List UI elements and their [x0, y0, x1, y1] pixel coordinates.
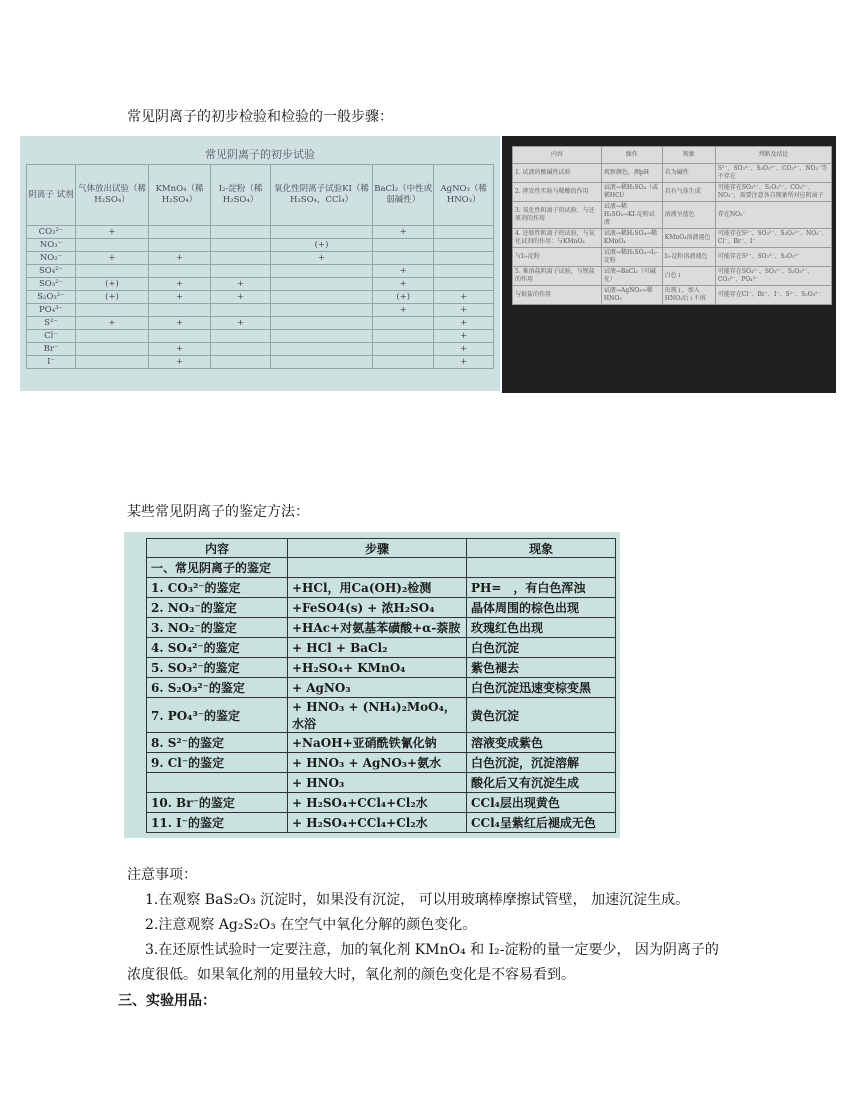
result-cell — [211, 252, 271, 265]
result-cell — [76, 330, 149, 343]
table-row — [147, 733, 616, 753]
note-item-1: 1.在观察 BaS₂O₃ 沉淀时，如果没有沉淀， 可以用玻璃棒摩擦试管壁， 加速沉淀生成。 — [145, 892, 690, 908]
ion-cell: PO₄³⁻ — [27, 304, 76, 317]
corner-header: 阴离子 试剂 — [27, 165, 76, 226]
ident-cell: 玫瑰红色出现 — [467, 618, 616, 638]
table-row — [27, 226, 494, 239]
table-row — [27, 239, 494, 252]
result-cell: (+) — [76, 291, 149, 304]
result-cell — [434, 226, 494, 239]
table-row — [147, 793, 616, 813]
ion-cell: S₂O₃²⁻ — [27, 291, 76, 304]
note-item-2: 2.注意观察 Ag₂S₂O₃ 在空气中氧化分解的颜色变化。 — [145, 917, 477, 933]
ident-cell: + HNO₃ + (NH₄)₂MoO₄，水浴 — [288, 698, 467, 733]
ident-cell: +NaOH+亚硝酰铁氰化钠 — [288, 733, 467, 753]
ident-cell: 7. PO₄³⁻的鉴定 — [147, 698, 288, 733]
header-kmno4: KMnO₄（稀H₂SO₄） — [148, 165, 210, 226]
ident-cell: 紫色褪去 — [467, 658, 616, 678]
ion-cell: I⁻ — [27, 356, 76, 369]
result-cell: + — [76, 252, 149, 265]
slide-header-operation: 操作 — [601, 147, 662, 164]
ion-cell: NO₂⁻ — [27, 252, 76, 265]
table-row — [513, 183, 832, 202]
table-row — [27, 265, 494, 278]
result-cell — [148, 265, 210, 278]
table-row — [147, 598, 616, 618]
result-cell — [271, 356, 373, 369]
ident-cell: 6. S₂O₃²⁻的鉴定 — [147, 678, 288, 698]
header-bacl2: BaCl₂（中性或弱碱性） — [373, 165, 434, 226]
slide-cell: 存在NO₂⁻ — [715, 202, 831, 229]
ident-cell: 白色沉淀迅速变棕变黑 — [467, 678, 616, 698]
slide-cell: KMnO₄溶液褪色 — [662, 229, 715, 248]
result-cell — [434, 278, 494, 291]
header-ki: 氧化性阴离子试验KI（稀H₂SO₄，CCl₄） — [271, 165, 373, 226]
table-row — [27, 330, 494, 343]
slide-cell: 可能存在SO₃²⁻、S₂O₃²⁻、CO₃²⁻、NO₂⁻，需要注意各自现象所对应阴离子 — [715, 183, 831, 202]
result-cell — [271, 317, 373, 330]
result-cell: + — [148, 278, 210, 291]
slide-cell: 试液→稀H₂SO₄→稀KMnO₄ — [601, 229, 662, 248]
result-cell: + — [271, 252, 373, 265]
result-cell — [76, 304, 149, 317]
result-cell: + — [148, 252, 210, 265]
slide-cell: 4. 还原性阴离子的试验，与氧化试剂的作用：与KMnO₄ — [513, 229, 602, 248]
result-cell — [271, 330, 373, 343]
result-cell — [211, 343, 271, 356]
table-row — [513, 248, 832, 267]
table-row — [27, 343, 494, 356]
ident-cell: 酸化后又有沉淀生成 — [467, 773, 616, 793]
table-row — [147, 813, 616, 833]
slide-cell: 溶液呈蓝色 — [662, 202, 715, 229]
table-row — [147, 638, 616, 658]
ident-header-steps: 步骤 — [288, 539, 467, 558]
result-cell: + — [211, 278, 271, 291]
result-cell: + — [434, 343, 494, 356]
ion-cell: SO₄²⁻ — [27, 265, 76, 278]
table-row — [513, 202, 832, 229]
result-cell — [211, 304, 271, 317]
ident-cell: 溶液变成紫色 — [467, 733, 616, 753]
result-cell: + — [148, 317, 210, 330]
result-cell — [373, 317, 434, 330]
result-cell — [271, 278, 373, 291]
slide-header-conclusion: 判断及结论 — [715, 147, 831, 164]
ident-cell: 9. Cl⁻的鉴定 — [147, 753, 288, 773]
ident-cell: + HCl + BaCl₂ — [288, 638, 467, 658]
result-cell: + — [434, 330, 494, 343]
table-row — [147, 773, 616, 793]
slide-cell: 可能存在S²⁻、SO₃²⁻、S₂O₃²⁻ — [715, 248, 831, 267]
table-row — [27, 304, 494, 317]
ion-cell: S²⁻ — [27, 317, 76, 330]
result-cell: + — [76, 317, 149, 330]
identification-table — [146, 538, 616, 833]
result-cell — [271, 343, 373, 356]
slide-cell: 白色↓ — [662, 267, 715, 286]
slide-cell: 与I₂-淀粉 — [513, 248, 602, 267]
slide-cell: 可能存在SO₄²⁻、SO₃²⁻、S₂O₃²⁻、CO₃²⁻、PO₄³⁻ — [715, 267, 831, 286]
slide-cell: 1. 试液的酸碱性试验 — [513, 164, 602, 183]
note-item-3: 3.在还原性试验时一定要注意，加的氧化剂 KMnO₄ 和 I₂-淀粉的量一定要少， 因为阴离子的 — [145, 942, 719, 958]
table-row — [147, 578, 616, 598]
ident-cell: + HNO₃ + AgNO₃+氨水 — [288, 753, 467, 773]
ident-cell: 8. S²⁻的鉴定 — [147, 733, 288, 753]
ident-cell: 11. I⁻的鉴定 — [147, 813, 288, 833]
slide-cell: 试液→稀H₂SO₄（或稀HCl） — [601, 183, 662, 202]
result-cell: + — [211, 291, 271, 304]
result-cell — [148, 330, 210, 343]
table-row — [27, 317, 494, 330]
result-cell — [211, 239, 271, 252]
table-row — [27, 356, 494, 369]
table-row — [513, 164, 832, 183]
result-cell — [373, 239, 434, 252]
result-cell — [373, 356, 434, 369]
ident-cell: 白色沉淀，沉淀溶解 — [467, 753, 616, 773]
result-cell: + — [148, 291, 210, 304]
slide-cell: 与银盐的作用 — [513, 286, 602, 305]
result-cell: + — [373, 265, 434, 278]
ident-cell: 4. SO₄²⁻的鉴定 — [147, 638, 288, 658]
notes-title: 注意事项： — [127, 867, 197, 883]
result-cell: + — [434, 291, 494, 304]
header-agno3: AgNO₃（稀HNO₃） — [434, 165, 494, 226]
ident-cell: 白色沉淀 — [467, 638, 616, 658]
ident-header-phenomenon: 现象 — [467, 539, 616, 558]
ident-cell: 5. SO₃²⁻的鉴定 — [147, 658, 288, 678]
result-cell — [434, 239, 494, 252]
result-cell: + — [373, 226, 434, 239]
slide-header-phenomenon: 现象 — [662, 147, 715, 164]
result-cell: + — [148, 356, 210, 369]
result-cell — [76, 239, 149, 252]
slide-cell: 可能存在Cl⁻、Br⁻、I⁻、S²⁻、S₂O₃²⁻ — [715, 286, 831, 305]
ident-cell: 3. NO₂⁻的鉴定 — [147, 618, 288, 638]
result-cell — [148, 304, 210, 317]
ident-cell: 10. Br⁻的鉴定 — [147, 793, 288, 813]
slide-cell: 2. 挥发性实验与稀酸的作用 — [513, 183, 602, 202]
preliminary-test-photo — [20, 136, 500, 391]
table-row — [513, 267, 832, 286]
ident-cell: + HNO₃ — [288, 773, 467, 793]
ident-cell — [147, 773, 288, 793]
result-cell: + — [434, 304, 494, 317]
result-cell: + — [434, 356, 494, 369]
result-cell: + — [148, 343, 210, 356]
slide-cell: 试液→稀H₂SO₄→I₂-淀粉 — [601, 248, 662, 267]
ident-section: 一、常见阴离子的鉴定 — [147, 558, 288, 578]
table-row — [147, 698, 616, 733]
ident-cell: + AgNO₃ — [288, 678, 467, 698]
ident-header-content: 内容 — [147, 539, 288, 558]
header-gas: 气体放出试验（稀H₂SO₄） — [76, 165, 149, 226]
result-cell — [148, 239, 210, 252]
result-cell — [76, 356, 149, 369]
slide-cell: 若为碱性 — [662, 164, 715, 183]
result-cell — [211, 265, 271, 278]
result-cell — [373, 330, 434, 343]
section-3-heading: 三、实验用品： — [118, 993, 216, 1009]
result-cell: (+) — [271, 239, 373, 252]
result-cell: (+) — [373, 291, 434, 304]
ident-cell: 1. CO₃²⁻的鉴定 — [147, 578, 288, 598]
ident-cell: CCl₄层出现黄色 — [467, 793, 616, 813]
slide-cell: 试液→稀H₂SO₄→KI-淀粉试液 — [601, 202, 662, 229]
preliminary-title: 常见阴离子的初步试验 — [205, 148, 315, 161]
slide-cell: S²⁻、SO₃²⁻、S₂O₃²⁻、CO₃²⁻、NO₂⁻等不存在 — [715, 164, 831, 183]
result-cell: + — [434, 317, 494, 330]
table-row — [147, 753, 616, 773]
ident-cell: CCl₄呈紫红后褪成无色 — [467, 813, 616, 833]
result-cell: + — [373, 278, 434, 291]
ion-cell: Cl⁻ — [27, 330, 76, 343]
table-row — [27, 252, 494, 265]
ident-cell: 晶体周围的棕色出现 — [467, 598, 616, 618]
result-cell — [76, 265, 149, 278]
heading-identification: 某些常见阴离子的鉴定方法： — [127, 504, 309, 520]
slide-cell: 试液→AgNO₃→稀HNO₃ — [601, 286, 662, 305]
slide-cell: 3. 氧化性阴离子的试验，与还原剂的作用 — [513, 202, 602, 229]
ident-cell: +H₂SO₄+ KMnO₄ — [288, 658, 467, 678]
result-cell: + — [76, 226, 149, 239]
header-i2: I₂-淀粉（稀H₂SO₄） — [211, 165, 271, 226]
ident-cell: 2. NO₃⁻的鉴定 — [147, 598, 288, 618]
slide-photo — [502, 136, 836, 393]
result-cell — [373, 252, 434, 265]
ident-cell: + H₂SO₄+CCl₄+Cl₂水 — [288, 813, 467, 833]
result-cell — [434, 265, 494, 278]
table-row — [147, 618, 616, 638]
note-item-3-cont: 浓度很低。如果氧化剂的用量较大时，氧化剂的颜色变化是不容易看到。 — [127, 967, 575, 983]
ion-cell: CO₃²⁻ — [27, 226, 76, 239]
result-cell — [148, 226, 210, 239]
ident-cell: PH= ，有白色浑浊 — [467, 578, 616, 598]
result-cell — [434, 252, 494, 265]
slide-cell: I₂-淀粉溶液褪色 — [662, 248, 715, 267]
table-row — [27, 278, 494, 291]
result-cell — [271, 291, 373, 304]
result-cell: + — [211, 317, 271, 330]
result-cell — [76, 343, 149, 356]
slide-table — [512, 146, 832, 305]
ident-cell: +FeSO4(s) + 浓H₂SO₄ — [288, 598, 467, 618]
slide-cell: 若有气体生成 — [662, 183, 715, 202]
table-row — [513, 286, 832, 305]
heading-preliminary: 常见阴离子的初步检验和检验的一般步骤： — [127, 109, 393, 125]
ident-cell: + H₂SO₄+CCl₄+Cl₂水 — [288, 793, 467, 813]
result-cell: + — [373, 304, 434, 317]
identification-photo — [124, 532, 620, 838]
ion-cell: NO₃⁻ — [27, 239, 76, 252]
slide-cell: 5. 难溶盐阴离子试验，与钡盐的作用 — [513, 267, 602, 286]
result-cell: (+) — [76, 278, 149, 291]
ident-cell: 黄色沉淀 — [467, 698, 616, 733]
result-cell — [211, 356, 271, 369]
slide-cell: 观察颜色，测pH — [601, 164, 662, 183]
result-cell — [211, 226, 271, 239]
slide-cell: 试液→BaCl₂（可碱化） — [601, 267, 662, 286]
ident-cell: +HCl，用Ca(OH)₂检测 — [288, 578, 467, 598]
table-row — [513, 229, 832, 248]
result-cell — [271, 226, 373, 239]
table-row — [147, 678, 616, 698]
result-cell — [373, 343, 434, 356]
slide-cell: 可能存在S²⁻、SO₃²⁻、S₂O₃²⁻、NO₂⁻、Cl⁻、Br⁻、I⁻ — [715, 229, 831, 248]
result-cell — [271, 265, 373, 278]
ion-cell: SO₃²⁻ — [27, 278, 76, 291]
ion-cell: Br⁻ — [27, 343, 76, 356]
result-cell — [211, 330, 271, 343]
result-cell — [271, 304, 373, 317]
slide-cell: 出现↓，加入HNO₃后↓不溶 — [662, 286, 715, 305]
table-row — [27, 291, 494, 304]
ident-cell: +HAc+对氨基苯磺酸+α-萘胺 — [288, 618, 467, 638]
table-row — [147, 658, 616, 678]
slide-header-content: 内容 — [513, 147, 602, 164]
preliminary-table — [26, 164, 494, 369]
